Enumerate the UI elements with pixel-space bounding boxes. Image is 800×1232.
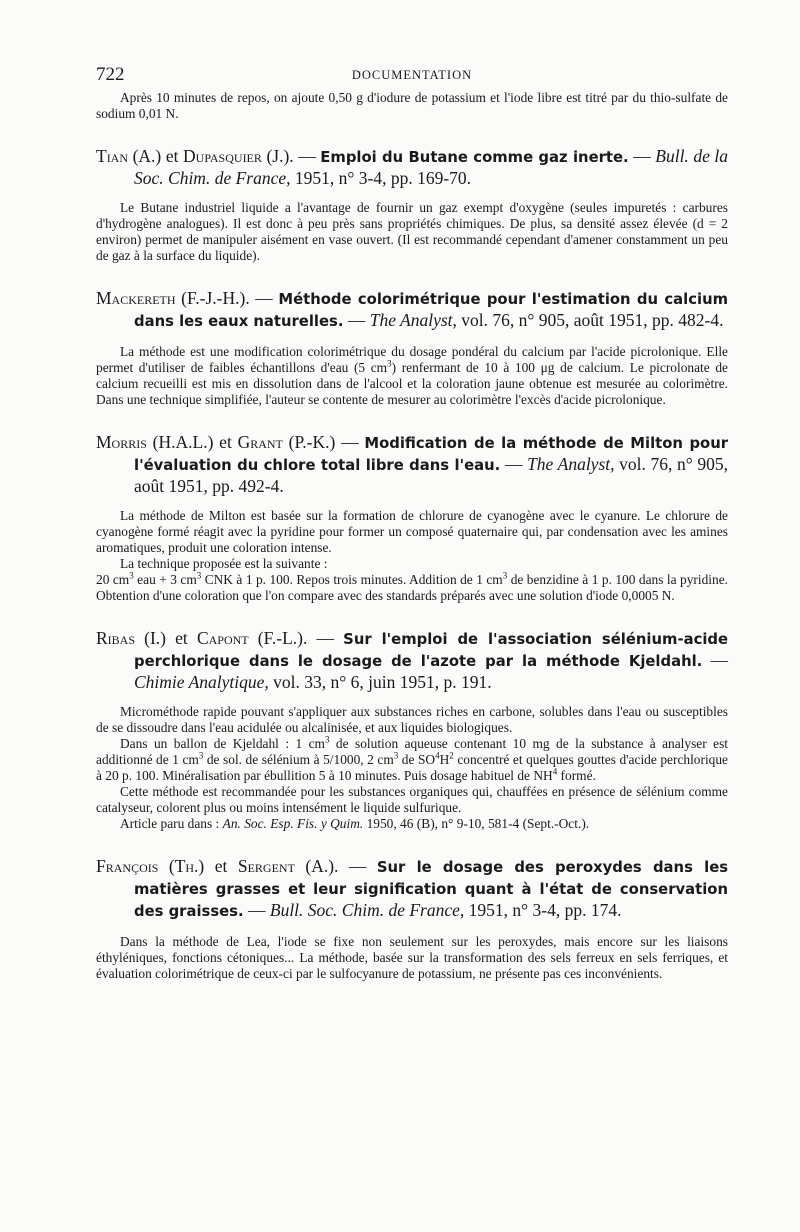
dash: —	[298, 146, 316, 166]
author: Grant (P.-K.)	[237, 432, 336, 452]
article-title: Sur l'emploi de l'association sélénium-acide perchlorique dans le dosage de l'azote par la méthode Kjeldahl.	[134, 631, 729, 670]
text-run: H	[439, 752, 450, 767]
dash: —	[710, 650, 729, 670]
text-run: de SO	[398, 752, 436, 767]
text-run: de sol. de sélénium à 5/1000, 2 cm	[203, 752, 394, 767]
superscript: 4	[552, 766, 558, 777]
entry-heading	[96, 146, 729, 188]
article-title: Modification de la méthode de Milton pour l'évaluation du chlore total libre dans l'eau.	[134, 435, 729, 474]
conjunction: et	[165, 146, 179, 166]
superscript: 4	[435, 750, 440, 761]
entry-heading	[96, 288, 729, 332]
author: Mackereth (F.-J.-H.).	[96, 288, 250, 308]
abstract-paragraph: Cette méthode est recommandée pour les substances organiques qui, chauffées en présence de sélénium comme catalyseur, colorent plus ou moins intensément le liquide sulfurique.	[96, 784, 728, 815]
superscript: 3	[198, 750, 204, 761]
author: Sergent (A.).	[237, 856, 339, 876]
superscript: 2	[449, 750, 454, 761]
journal-name: Bull. de la Soc. Chim. de France,	[134, 146, 729, 188]
author: Morris (H.A.L.)	[96, 432, 214, 452]
text-run: 1950, 46 (B), n° 9-10, 581-4 (Sept.-Oct.).	[363, 816, 590, 831]
article-title: Méthode colorimétrique pour l'estimation du calcium dans les eaux naturelles.	[134, 291, 729, 330]
journal-name: Bull. Soc. Chim. de France,	[269, 900, 465, 920]
dash: —	[316, 628, 335, 648]
abstract-paragraph: La technique proposée est la suivante :	[120, 556, 328, 571]
citation-details: 1951, n° 3-4, pp. 169-70.	[294, 168, 472, 188]
journal-name: Chimie Analytique,	[134, 672, 269, 692]
journal-name: The Analyst,	[527, 454, 615, 474]
superscript: 3	[393, 750, 399, 761]
citation-details: vol. 76, n° 905, août 1951, pp. 492-4.	[134, 454, 729, 496]
citation-details: vol. 76, n° 905, août 1951, pp. 482-4.	[461, 310, 724, 330]
dash: —	[248, 900, 266, 920]
author: Ribas (I.)	[96, 628, 167, 648]
page-header	[96, 62, 728, 90]
entry-heading	[96, 432, 729, 496]
author: Tian (A.)	[96, 146, 162, 166]
conjunction: et	[175, 628, 188, 648]
citation-details: 1951, n° 3-4, pp. 174.	[468, 900, 622, 920]
superscript: 3	[387, 358, 392, 369]
dash: —	[348, 856, 367, 876]
author: François (Th.)	[96, 856, 205, 876]
author: Dupasquier (J.).	[183, 146, 294, 166]
conjunction: et	[219, 432, 232, 452]
superscript: 3	[196, 570, 202, 581]
text-run: de benzidine à 1 p. 100 dans la pyridine. Obtention d'une coloration que l'on compare avec des standards préparés avec une solution d'iode 0,0005 N.	[96, 572, 728, 603]
superscript: 3	[129, 570, 134, 581]
text-run: 20 cm	[96, 572, 130, 587]
citation-details: vol. 33, n° 6, juin 1951, p. 191.	[273, 672, 492, 692]
abstract-entry-francois	[96, 856, 728, 982]
text-run: ) renfermant de 10 à 100 μg de calcium. Le picrolonate de calcium recueilli est mis en dissolution dans de l'alcool et la coloration jaune obtenue est mesurée au colorimètre. Dans une technique simplifiée, l'auteur se contente de mesurer au colorimètre l'excès d'acide picrolonique.	[96, 360, 728, 407]
abstract-paragraph: Microméthode rapide pouvant s'appliquer aux substances riches en carbone, solubles dans l'eau ou susceptibles de se dissoudre dans l'eau acidulée ou alcalinisée, et aux liquides biologiques.	[96, 704, 728, 735]
journal-name: An. Soc. Esp. Fis. y Quim.	[222, 816, 364, 831]
running-title: DOCUMENTATION	[351, 68, 473, 82]
text-run: formé.	[557, 768, 596, 783]
dash: —	[633, 146, 651, 166]
abstract-paragraph: Le Butane industriel liquide a l'avantage de fournir un gaz exempt d'oxygène (seules impuretés : carbures d'hydrogène analogues). Il est donc à peu près sans propriétés chimiques. De plus, sa densité assez élevée (d = 2 environ) permet de manipuler aisément en vase ouvert. (Il est recommandé cependant d'amener constamment un peu de gaz à la surface du liquide).	[96, 200, 728, 263]
text-run: Dans un ballon de Kjeldahl : 1 cm	[120, 736, 325, 751]
text-run: Article paru dans :	[120, 816, 223, 831]
procedure-paragraph	[96, 572, 728, 604]
abstract-entry-tian	[96, 146, 728, 264]
procedure-paragraph	[96, 736, 728, 784]
article-title: Emploi du Butane comme gaz inerte.	[320, 149, 629, 166]
dash: —	[341, 432, 359, 452]
author: Capont (F.-L.).	[196, 628, 308, 648]
journal-page	[96, 62, 728, 982]
abstract-entry-mackereth	[96, 288, 728, 408]
text-run: La méthode est une modification colorimétrique du dosage pondéral du calcium par l'acide picrolonique. Elle permet d'utiliser de faibles échantillons d'eau (5 cm	[96, 344, 728, 375]
text-run: CNK à 1 p. 100. Repos trois minutes. Addition de 1 cm	[201, 572, 503, 587]
entry-heading	[96, 856, 729, 922]
abstract-entry-morris	[96, 432, 728, 604]
journal-name: The Analyst,	[369, 310, 457, 330]
abstract-paragraph	[96, 344, 728, 408]
superscript: 3	[502, 570, 508, 581]
text-run: eau + 3 cm	[133, 572, 197, 587]
abstract-entry-ribas	[96, 628, 728, 832]
intro-paragraph: Après 10 minutes de repos, on ajoute 0,50 g d'iodure de potassium et l'iode libre est titré par du thio-sulfate de sodium 0,01 N.	[96, 90, 728, 121]
article-title: Sur le dosage des peroxydes dans les matières grasses et leur signification quant à l'état de conservation des graisses.	[134, 859, 729, 920]
text-run: de solution aqueuse contenant 10 mg de la substance à analyser est additionné de 1 cm	[96, 736, 729, 767]
dash: —	[347, 310, 366, 330]
dash: —	[504, 454, 523, 474]
reference-note	[96, 816, 728, 832]
dash: —	[255, 288, 273, 308]
conjunction: et	[214, 856, 228, 876]
superscript: 3	[324, 734, 330, 745]
abstract-paragraph: La méthode de Milton est basée sur la formation de chlorure de cyanogène avec le cyanure. Le chlorure de cyanogène formé réagit avec la pyridine pour former un composé quaternaire qui, par condensation avec les amines aromatiques, produit une coloration intense.	[96, 508, 728, 555]
text-run: concentré et quelques gouttes d'acide perchlorique à 20 p. 100. Minéralisation par ébullition 5 à 10 minutes. Puis dosage habituel de NH	[96, 752, 729, 783]
entry-heading	[96, 628, 729, 692]
abstract-paragraph: Dans la méthode de Lea, l'iode se fixe non seulement sur les peroxydes, mais encore sur les liaisons éthyléniques, fonctions cétoniques... La méthode, basée sur la transformation des sels ferreux en sels ferriques, et évaluation colorimétrique de ceux-ci par le sulfocyanure de potassium, ne présente pas ces inconvénients.	[96, 934, 728, 981]
page-number: 722	[96, 64, 125, 85]
